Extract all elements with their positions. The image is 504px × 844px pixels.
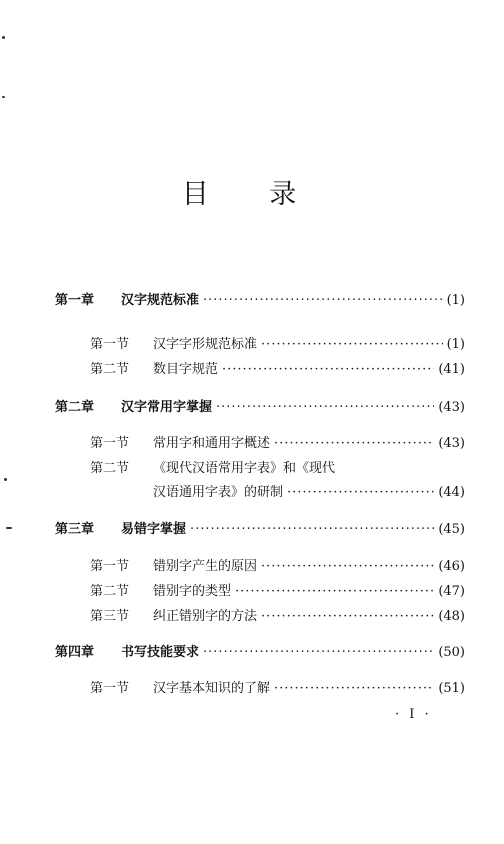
dot-leader — [287, 485, 434, 500]
section-number: 第一节 — [90, 436, 130, 451]
section-title: 错别字产生的原因 — [153, 559, 258, 574]
toc-chapter-4 — [55, 641, 465, 660]
toc-section-1-2 — [90, 358, 465, 377]
section-title: 《现代汉语常用字表》和《现代 — [153, 461, 336, 476]
toc-chapter-2 — [55, 396, 465, 415]
dot-leader — [261, 559, 434, 574]
dot-leader — [216, 400, 434, 415]
dot-leader — [274, 436, 434, 451]
scan-speck — [6, 527, 12, 529]
page-number: · I · — [395, 707, 432, 722]
toc-section-2-2-continued — [153, 481, 465, 500]
section-page: (41) — [438, 362, 465, 377]
section-page: (43) — [438, 436, 465, 451]
chapter-title: 书写技能要求 — [121, 645, 200, 660]
dot-leader — [274, 681, 434, 696]
section-number: 第一节 — [90, 681, 130, 696]
chapter-page: (50) — [438, 645, 465, 660]
toc-section-2-1 — [90, 432, 465, 451]
section-title: 数目字规范 — [153, 362, 219, 377]
chapter-title: 汉字常用字掌握 — [121, 400, 213, 415]
section-number: 第一节 — [90, 337, 130, 352]
chapter-number: 第三章 — [55, 522, 95, 537]
scan-speck — [2, 36, 5, 39]
dot-leader — [261, 609, 434, 624]
dot-leader — [261, 337, 443, 352]
section-number: 第一节 — [90, 559, 130, 574]
dot-leader — [235, 584, 434, 599]
chapter-number: 第四章 — [55, 645, 95, 660]
section-page: (51) — [438, 681, 465, 696]
section-page: (47) — [438, 584, 465, 599]
section-page: (48) — [438, 609, 465, 624]
section-title: 常用字和通用字概述 — [153, 436, 271, 451]
section-page: (44) — [438, 485, 465, 500]
section-title: 错别字的类型 — [153, 584, 232, 599]
dot-leader — [190, 522, 434, 537]
chapter-page: (1) — [446, 293, 465, 308]
section-page: (1) — [446, 337, 465, 352]
dot-leader — [203, 293, 443, 308]
section-number: 第二节 — [90, 461, 130, 476]
section-page: (46) — [438, 559, 465, 574]
scan-speck — [4, 478, 7, 481]
chapter-page: (43) — [438, 400, 465, 415]
toc-section-3-3 — [90, 605, 465, 624]
chapter-title: 汉字规范标准 — [121, 293, 200, 308]
toc-section-3-2 — [90, 580, 465, 599]
toc-chapter-1 — [55, 289, 465, 308]
chapter-page: (45) — [438, 522, 465, 537]
dot-leader — [222, 362, 434, 377]
section-title: 汉字基本知识的了解 — [153, 681, 271, 696]
toc-section-4-1 — [90, 677, 465, 696]
toc-chapter-3 — [55, 518, 465, 537]
chapter-title: 易错字掌握 — [121, 522, 187, 537]
chapter-number: 第二章 — [55, 400, 95, 415]
section-number: 第二节 — [90, 362, 130, 377]
toc-section-3-1 — [90, 555, 465, 574]
section-title: 纠正错别字的方法 — [153, 609, 258, 624]
scan-speck — [2, 96, 5, 98]
section-number: 第三节 — [90, 609, 130, 624]
dot-leader — [203, 645, 434, 660]
toc-section-2-2 — [90, 457, 465, 476]
section-title-line2: 汉语通用字表》的研制 — [153, 485, 284, 500]
chapter-number: 第一章 — [55, 293, 95, 308]
section-number: 第二节 — [90, 584, 130, 599]
toc-title: 目 录 — [181, 179, 323, 210]
toc-section-1-1 — [90, 333, 465, 352]
section-title: 汉字字形规范标准 — [153, 337, 258, 352]
